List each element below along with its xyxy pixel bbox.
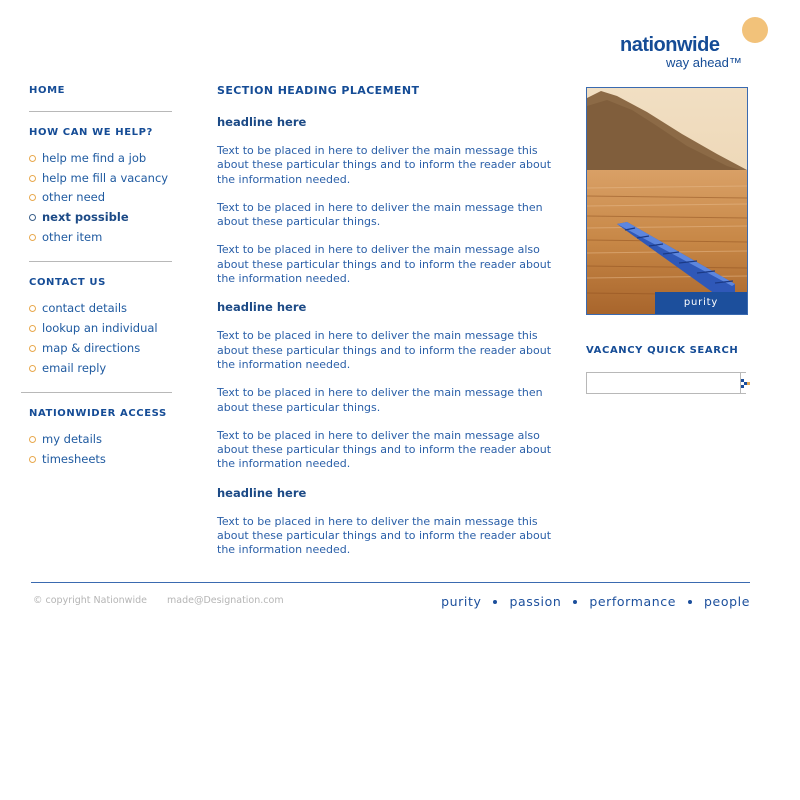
nav-item-label: help me find a job [42, 151, 147, 165]
brand-value-link[interactable]: performance [589, 594, 677, 609]
circle-bullet-icon [29, 175, 36, 182]
nav-list [29, 151, 174, 249]
bullet-dot-icon [493, 600, 497, 604]
brand-name: nationwide [620, 34, 720, 56]
nav-list [29, 301, 174, 380]
nav-item-label: other need [42, 190, 106, 205]
content-paragraph: Text to be placed in here to deliver the main message this about these particular things and to inform the reader about the information needed. [217, 329, 552, 371]
nav-group-heading[interactable]: CONTACT US [29, 277, 106, 289]
search-heading: VACANCY QUICK SEARCH [586, 345, 739, 356]
nav-item[interactable] [29, 341, 174, 361]
nav-divider [29, 261, 172, 262]
circle-bullet-icon [29, 155, 36, 162]
brand-logo[interactable] [618, 14, 778, 74]
content-paragraph: Text to be placed in here to deliver the main message also about these particular things and to inform the reader about the information needed. [217, 428, 552, 471]
hero-photo [586, 87, 748, 315]
copyright-text: © copyright Nationwide [33, 595, 147, 606]
right-column [586, 87, 748, 394]
bullet-dot-icon [573, 600, 577, 604]
content-paragraph: Text to be placed in here to deliver the main message this about these particular things and to inform the reader about the information needed. [217, 514, 552, 557]
nav-item-label: map & directions [42, 340, 141, 355]
main-content [217, 84, 569, 558]
brand-values [441, 594, 750, 609]
nav-item-label: lookup an individual [42, 321, 158, 336]
nav-list [29, 432, 174, 471]
nav-item-label: other item [42, 229, 103, 244]
section-heading: SECTION HEADING PLACEMENT [217, 84, 420, 97]
brand-value-link[interactable]: purity [441, 594, 482, 609]
nav-divider [29, 111, 172, 112]
nav-item-label: my details [42, 432, 102, 447]
brand-tagline: way ahead™ [666, 55, 742, 70]
circle-bullet-icon [29, 305, 36, 312]
arrow-go-icon [741, 379, 750, 388]
content-paragraph: Text to be placed in here to deliver the main message also about these particular things and to inform the reader about the information needed. [217, 243, 552, 286]
circle-bullet-icon [29, 365, 36, 372]
content-paragraph: Text to be placed in here to deliver the main message then about these particular things. [217, 386, 543, 414]
nav-item[interactable] [29, 432, 174, 452]
nav-item[interactable] [29, 361, 174, 381]
nav-item[interactable] [29, 321, 174, 341]
content-headline: headline here [217, 115, 307, 129]
nav-item[interactable] [29, 230, 174, 250]
nav-group-heading[interactable]: HOW CAN WE HELP? [29, 127, 153, 138]
nav-item-label: email reply [42, 360, 107, 375]
nav-home-link[interactable]: HOME [29, 85, 66, 96]
content-headline: headline here [217, 485, 307, 500]
crescent-logo-icon [741, 14, 775, 48]
nav-item[interactable] [29, 452, 174, 472]
nav-item-label: contact details [42, 301, 128, 316]
nav-divider [21, 392, 172, 393]
circle-bullet-icon [29, 325, 36, 332]
content-headline: headline here [217, 300, 307, 315]
nav-item[interactable] [29, 190, 174, 210]
brand-value-link[interactable]: people [704, 594, 750, 609]
vacancy-search-input[interactable] [587, 373, 740, 393]
bullet-dot-icon [688, 600, 692, 604]
circle-bullet-icon [29, 234, 36, 241]
search-submit-button[interactable] [740, 373, 750, 393]
nav-item[interactable] [29, 151, 174, 171]
nav-item[interactable] [29, 301, 174, 321]
circle-bullet-icon [29, 214, 36, 221]
nav-item-label: timesheets [42, 451, 106, 466]
content-paragraph: Text to be placed in here to deliver the main message then about these particular things. [217, 200, 543, 229]
nav-item-label: help me fill a vacancy [42, 170, 169, 185]
nav-group-heading[interactable]: NATIONWIDER ACCESS [29, 408, 167, 420]
content-paragraph: Text to be placed in here to deliver the main message this about these particular things and to inform the reader about the information needed. [217, 144, 552, 186]
jetty-lake-image [587, 88, 747, 314]
quick-search-form [586, 372, 746, 394]
circle-bullet-icon [29, 194, 36, 201]
left-navigation [29, 84, 174, 472]
photo-caption: purity [655, 292, 747, 314]
footer-divider [31, 582, 750, 583]
designer-credit-link[interactable]: made@Designation.com [167, 595, 284, 606]
nav-item-label: next possible [42, 210, 129, 225]
brand-value-link[interactable]: passion [509, 594, 562, 609]
circle-bullet-icon [29, 345, 36, 352]
circle-bullet-icon [29, 456, 36, 463]
circle-bullet-icon [29, 436, 36, 443]
nav-item[interactable] [29, 171, 174, 191]
nav-item[interactable] [29, 210, 174, 230]
